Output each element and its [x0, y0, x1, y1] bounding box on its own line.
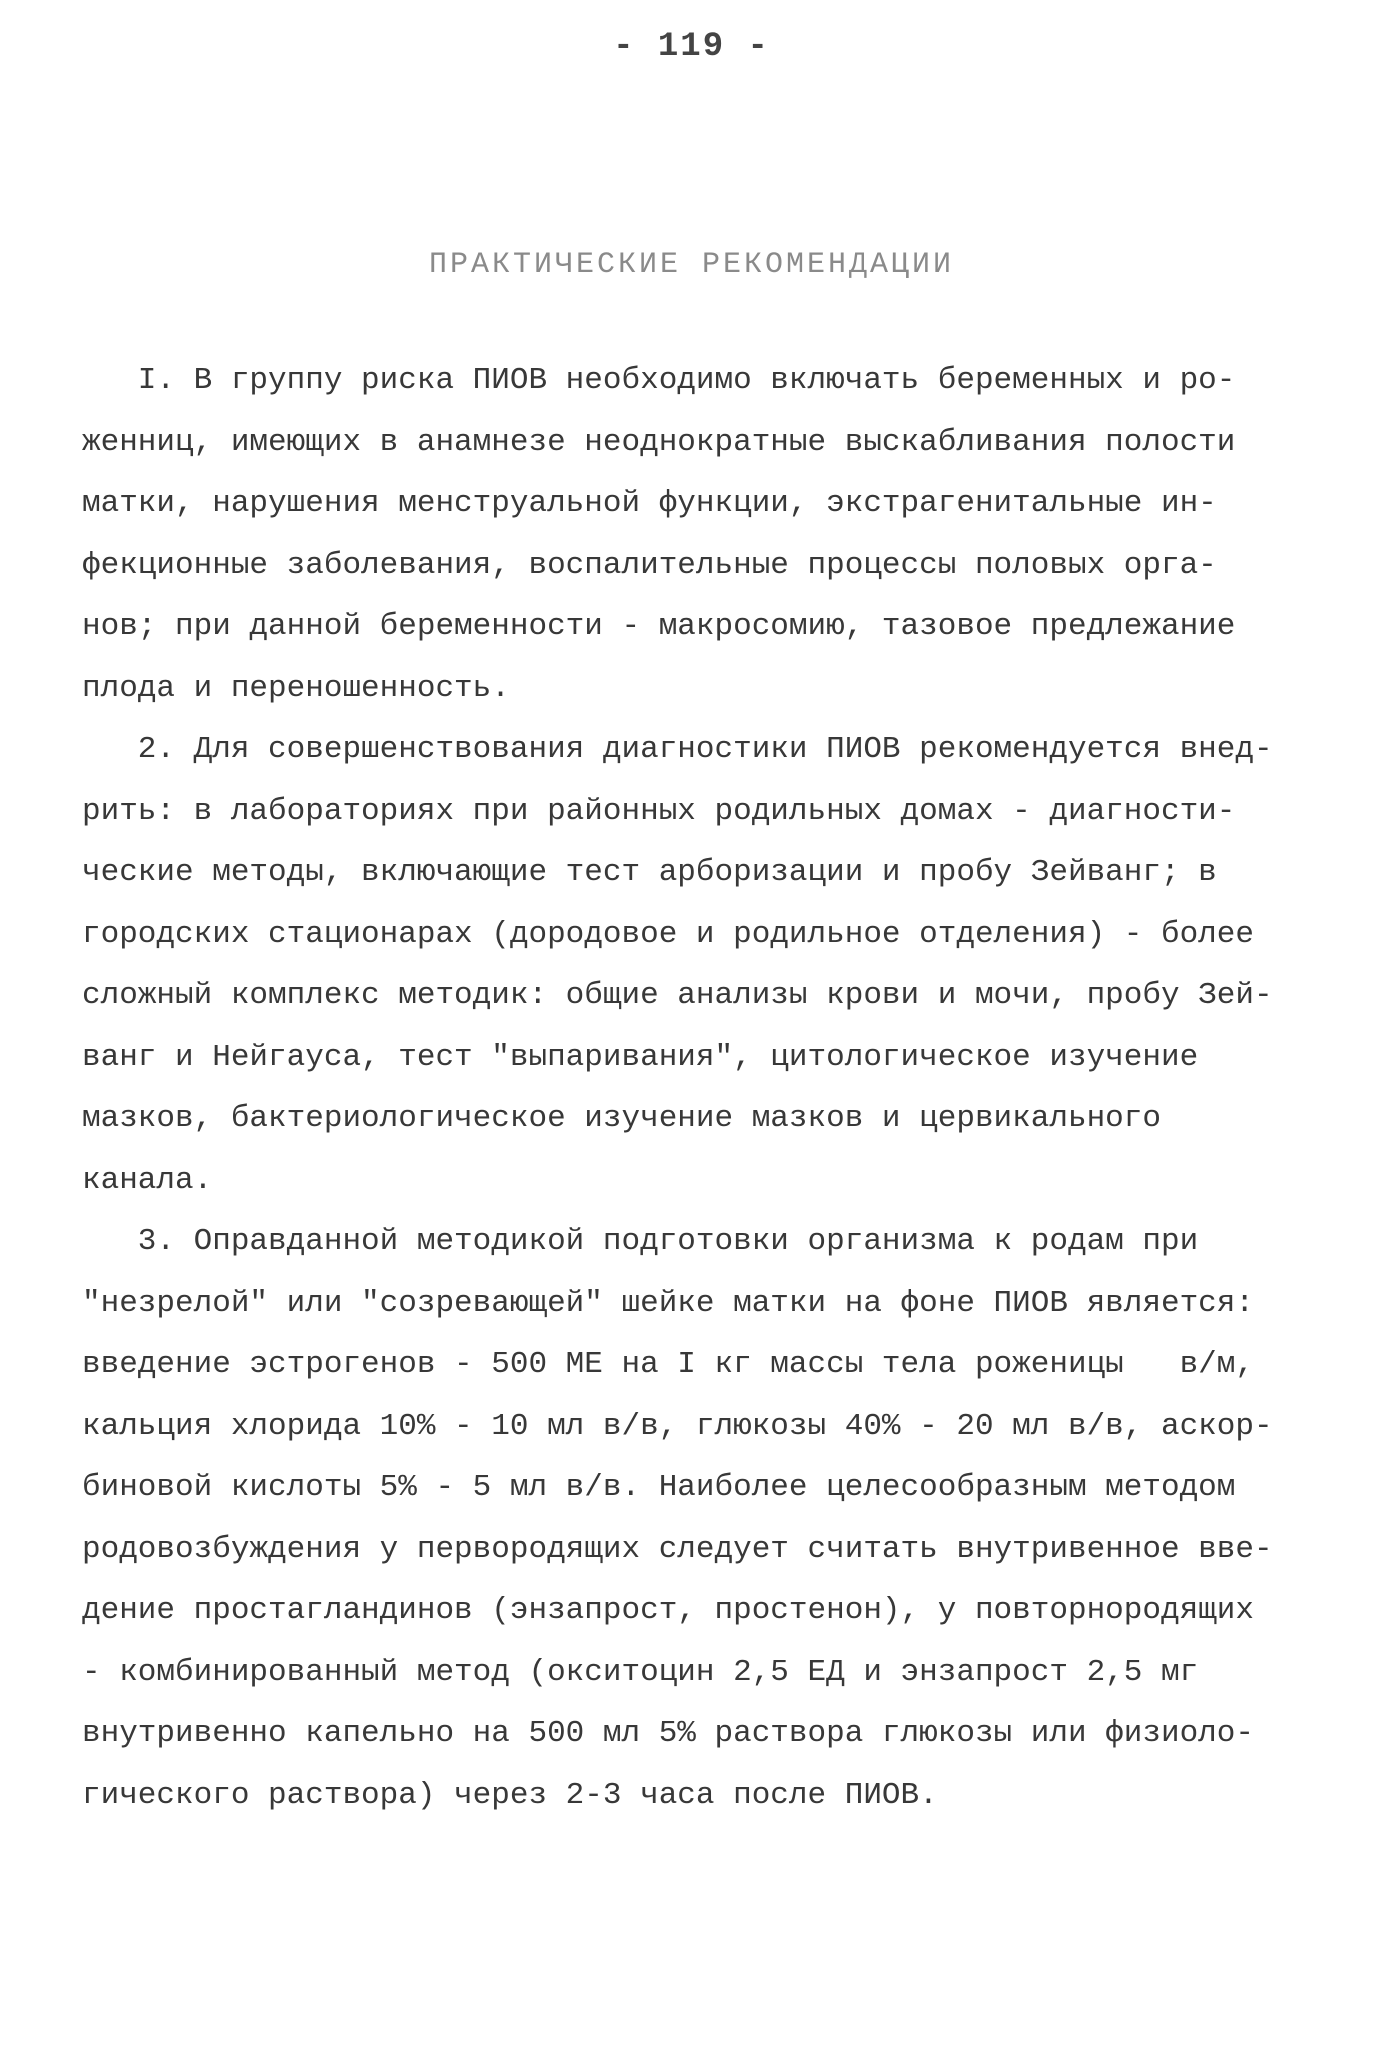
text-line: кальция хлорида 10% - 10 мл в/в, глюкозы 40% - 20 мл в/в, аскор- [82, 1408, 1273, 1444]
text-line: женниц, имеющих в анамнезе неоднократные выскабливания полости [82, 424, 1236, 460]
text-line: введение эстрогенов - 500 МЕ на I кг массы тела роженицы в/м, [82, 1347, 1254, 1382]
text-line: дение простагландинов (энзапрост, простенон), у повторнородящих [82, 1593, 1254, 1628]
text-line: мазков, бактериологическое изучение мазков и цервикального [82, 1101, 1161, 1136]
text-line: ванг и Нейгауса, тест "выпаривания", цитологическое изучение [82, 1039, 1199, 1075]
text-line: гического раствора) через 2-3 часа после ПИОВ. [82, 1777, 938, 1813]
text-line: - комбинированный метод (окситоцин 2,5 ЕД и энзапрост 2,5 мг [82, 1654, 1199, 1690]
text-line: родовозбуждения у первородящих следует считать внутривенное вве- [82, 1531, 1273, 1567]
paragraph-1 [82, 350, 1322, 719]
text-line: нов; при данной беременности - макросомию, тазовое предлежание [82, 609, 1236, 644]
body-text [82, 350, 1322, 1826]
text-line: биновой кислоты 5% - 5 мл в/в. Наиболее целесообразным методом [82, 1470, 1236, 1505]
text-line: канала. [82, 1162, 213, 1198]
paragraph-2 [82, 719, 1322, 1211]
text-line: 3. Оправданной методикой подготовки организма к родам при [82, 1224, 1199, 1259]
text-line: рить: в лабораториях при районных родильных домах - диагности- [82, 793, 1236, 829]
text-line: матки, нарушения менструальной функции, экстрагенитальные ин- [82, 486, 1217, 521]
page-number: - 119 - [613, 28, 770, 66]
text-line: ческие методы, включающие тест арборизации и пробу Зейванг; в [82, 855, 1217, 890]
text-line: плода и переношенность. [82, 670, 510, 706]
text-line: городских стационарах (дородовое и родильное отделения) - более [82, 916, 1254, 952]
section-heading: ПРАКТИЧЕСКИЕ РЕКОМЕНДАЦИИ [428, 248, 955, 282]
text-line: внутривенно капельно на 500 мл 5% раствора глюкозы или физиоло- [82, 1716, 1254, 1751]
text-line: I. В группу риска ПИОВ необходимо включать беременных и ро- [82, 363, 1236, 398]
text-line: сложный комплекс методик: общие анализы крови и мочи, пробу Зей- [82, 978, 1273, 1013]
text-line: "незрелой" или "созревающей" шейке матки на фоне ПИОВ является: [82, 1285, 1254, 1321]
paragraph-3 [82, 1211, 1322, 1826]
text-line: фекционные заболевания, воспалительные процессы половых орга- [82, 547, 1217, 583]
text-line: 2. Для совершенствования диагностики ПИОВ рекомендуется внед- [82, 732, 1273, 767]
